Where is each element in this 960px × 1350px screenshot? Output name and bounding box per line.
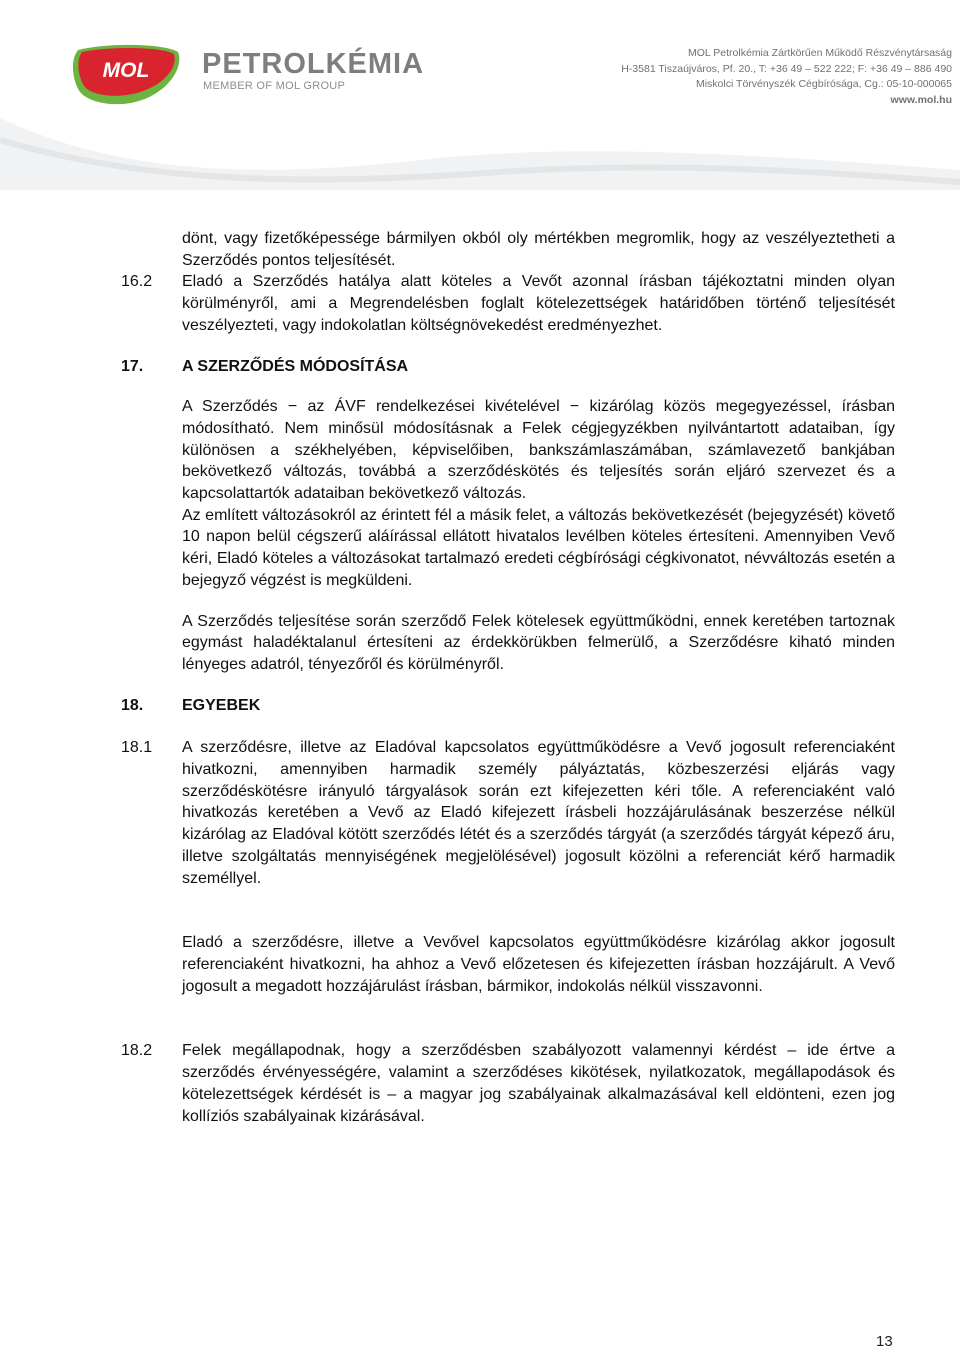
section-18-2-text: Felek megállapodnak, hogy a szerződésben szabályozott valamennyi kérdést – ide értve a szerződés érvényességére, valamint a szerződéses kikötések, nyilatkozatok, megállapodások és kötelezettségek kérdését is – a magyar jog szabályainak alkalmazásával kell eldönteni, ezen jog kollíziós szabályainak kizárásával.	[182, 1042, 895, 1125]
company-name: MOL Petrolkémia Zártkörűen Működő Részvénytársaság	[688, 47, 952, 59]
section-17-title: A SZERZŐDÉS MÓDOSÍTÁSA	[182, 357, 409, 375]
section-16-2-text: Eladó a Szerződés hatálya alatt köteles a Vevőt azonnal írásban tájékoztatni minden olyan körülményről, ami a Megrendelésben foglalt kötelezettségek határidőben történő teljesítését veszélyezteti, vagy indokolatlan költségnövekedést eredményezhet.	[182, 273, 895, 334]
section-18-title: EGYEBEK	[182, 696, 261, 714]
brand-subtitle: MEMBER OF MOL GROUP	[203, 80, 346, 92]
logo-text: MOL	[102, 59, 150, 82]
section-17-paragraph-3: A Szerződés teljesítése során szerződő Felek kötelesek együttműködni, ennek keretében tartoznak egymást haladéktalanul értesíteni az érdekkörükben felmerülő, a Szerződésre kiható minden lényeges adatról, tényezőről és körülményről.	[182, 612, 895, 673]
section-17-paragraph-1: A Szerződés − az ÁVF rendelkezései kivételével − kizárólag közös megegyezéssel, írásban módosítható. Nem minősül módosításnak a Felek cégjegyzékben nyilvántartott adataiban, így különösen a székhelyében, képviselőiben, bankszámlaszámában, számlavezető bankjában bekövetkező változás, továbbá a szerződéskötés és teljesítés során eljáró szervezet és a kapcsolattartók adataiban bekövetkező változás.	[182, 398, 895, 503]
section-18-1-paragraph-2: Eladó a szerződésre, illetve a Vevővel kapcsolatos együttműködésre kizárólag akkor jogosult referenciaként hivatkozni, ha ahhoz a Vevő előzetesen és kifejezetten írásban hozzájárult. A Vevő jogosult a megadott hozzájárulást írásban, bármikor, indokolás nélkül visszavonni.	[182, 934, 895, 995]
section-number: 18.1	[121, 739, 153, 757]
brand-name: PETROLKÉMIA	[202, 48, 425, 80]
company-registry: Miskolci Törvényszék Cégbírósága, Cg.: 05-10-000065	[695, 78, 952, 91]
page-number: 13	[876, 1333, 893, 1350]
section-18-1-paragraph-1: A szerződésre, illetve az Eladóval kapcsolatos együttműködésre a Vevő jogosult referenciaként hivatkozni, amennyiben harmadik személy pályáztatás, közbeszerzési eljárás vagy szerződéskötésre irányuló tárgyalások során ezt kifejezetten kéri tőle. A referenciaként való hivatkozás keretében a Vevő az Eladó kifejezett írásbeli hozzájárulásának beszerzése nélkül kizárólag az Eladóval kötött szerződés létét és a szerződés tárgyát (a szerződés tárgyát képező áru, illetve szolgáltatás mennyiségének megjelölésével) jogosult közölni a referenciát kérő harmadik személlyel.	[182, 739, 895, 887]
section-number: 17.	[121, 357, 144, 375]
paragraph-continuation: dönt, vagy fizetőképessége bármilyen okból oly mértékben megromlik, hogy az veszélyeztetheti a Szerződés pontos teljesítését.	[182, 230, 895, 269]
section-number: 18.	[121, 696, 144, 714]
section-number: 18.2	[121, 1042, 153, 1060]
section-17-paragraph-2: Az említett változásokról az érintett fél a másik felet, a változás bekövetkezését (bejegyzését) követő 10 napon belül cégszerű aláírással ellátott hivatalos levélben köteles értesíteni. Amennyiben Vevő kéri, Eladó köteles a változásokat tartalmazó eredeti cégbírósági cégkivonatot, névváltozás esetén a bejegyző végzést is megküldeni.	[182, 506, 895, 589]
company-info	[621, 46, 952, 108]
company-address: H-3581 Tiszaújváros, Pf. 20., T: +36 49 – 522 222; F: +36 49 – 886 490	[621, 62, 952, 75]
section-number: 16.2	[121, 273, 153, 291]
mol-logo	[70, 44, 182, 108]
company-url: www.mol.hu	[890, 93, 952, 106]
document-body	[0, 228, 960, 1127]
